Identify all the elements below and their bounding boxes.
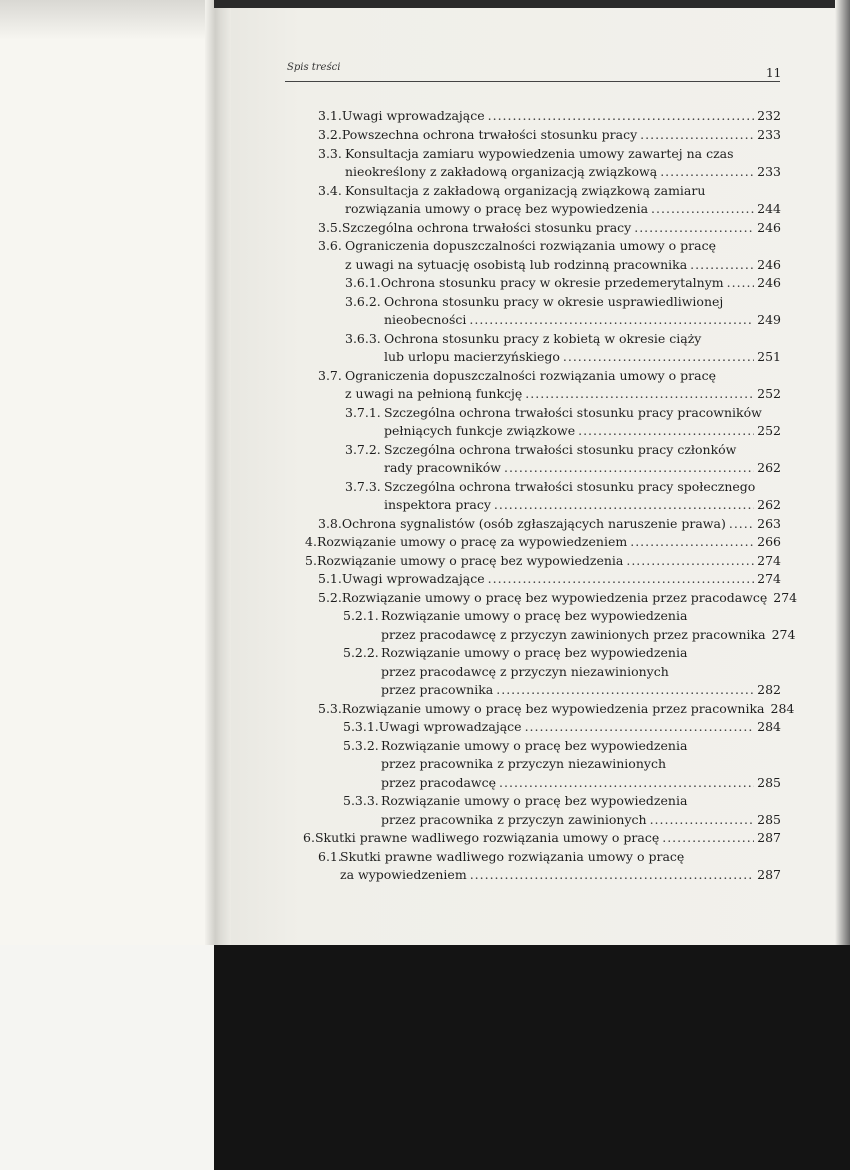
toc-leader-dots (494, 496, 754, 514)
toc-entry-number: 3.7. (318, 368, 342, 383)
toc-entry-title: Rozwiązanie umowy o pracę bez wypowiedzenia (381, 793, 688, 808)
toc-entry (381, 811, 781, 829)
toc-entry-title: Szczególna ochrona trwałości stosunku pracy społecznego (384, 479, 756, 494)
toc-leader-dots (640, 126, 754, 144)
toc-entry-page: 246 (757, 220, 781, 235)
toc-entry-number: 5.2.2. (343, 645, 379, 660)
toc-entry-page: 285 (757, 812, 781, 827)
toc-entry-title: z uwagi na sytuację osobistą lub rodzinną pracownika (345, 257, 688, 272)
toc-entry-page: 252 (757, 423, 781, 438)
page-number: 11 (766, 66, 782, 80)
toc-entry (345, 385, 781, 403)
toc-entry-number: 3.5. (318, 220, 342, 235)
toc-entry (381, 663, 781, 681)
toc-entry-page: 263 (757, 516, 781, 531)
toc-entry (318, 126, 781, 144)
toc-entry-title: nieobecności (384, 312, 467, 327)
toc-entry-number: 6.1. (318, 849, 342, 864)
toc-entry-page: 284 (757, 719, 781, 734)
toc-entry-title: Rozwiązanie umowy o pracę bez wypowiedzenia (381, 738, 688, 753)
toc-entry-page: 233 (757, 164, 781, 179)
toc-entry-page: 274 (773, 590, 798, 605)
toc-entry-number: 5.2. (318, 590, 342, 605)
toc-entry (305, 533, 781, 551)
toc-entry-title: Szczególna ochrona trwałości stosunku pracy pracowników (384, 405, 762, 420)
toc-entry-number: 5.3.3. (343, 793, 379, 808)
toc-entry (384, 311, 781, 329)
toc-entry (343, 607, 781, 625)
toc-entry (318, 570, 781, 588)
toc-leader-dots (470, 866, 754, 884)
toc-entry-title: Ograniczenia dopuszczalności rozwiązania umowy o pracę (345, 238, 717, 253)
toc-leader-dots (651, 200, 754, 218)
toc-entry (318, 367, 781, 385)
toc-entry (345, 200, 781, 218)
toc-entry-title: Szczególna ochrona trwałości stosunku pracy (341, 220, 632, 235)
toc-entry (303, 829, 781, 847)
toc-entry (345, 441, 781, 459)
toc-leader-dots (662, 829, 754, 847)
toc-leader-dots (650, 811, 755, 829)
toc-entry (343, 644, 781, 662)
toc-entry-page: 244 (757, 201, 781, 216)
toc-entry-number: 5.3.1. (343, 719, 379, 734)
toc-entry-number: 3.6.1. (345, 275, 381, 290)
toc-entry-number: 5.1. (318, 571, 342, 586)
toc-entry (384, 348, 781, 366)
toc-leader-dots (729, 515, 754, 533)
toc-entry (384, 422, 781, 440)
toc-entry-title: przez pracownika z przyczyn zawinionych (381, 812, 647, 827)
toc-entry-number: 3.8. (318, 516, 342, 531)
toc-entry-page: 262 (757, 497, 781, 512)
toc-entry-number: 5.3. (318, 701, 342, 716)
toc-entry-number: 3.3. (318, 146, 342, 161)
toc-entry-title: przez pracodawcę z przyczyn zawinionych przez pracownika (381, 627, 766, 642)
toc-entry (345, 293, 781, 311)
toc-entry-title: lub urlopu macierzyńskiego (384, 349, 560, 364)
toc-entry-number: 3.7.3. (345, 479, 381, 494)
toc-leader-dots (525, 385, 754, 403)
toc-leader-dots (496, 681, 754, 699)
toc-entry-number: 3.6. (318, 238, 342, 253)
toc-entry-title: Rozwiązanie umowy o pracę bez wypowiedzenia (381, 645, 688, 660)
toc-entry-title: Ochrona stosunku pracy z kobietą w okresie ciąży (384, 331, 702, 346)
toc-entry (318, 848, 781, 866)
toc-entry (318, 107, 781, 125)
toc-entry-page: 252 (757, 386, 781, 401)
toc-entry-page: 266 (757, 534, 781, 549)
toc-entry-title: Rozwiązanie umowy o pracę za wypowiedzeniem (316, 534, 628, 549)
toc-entry-page: 287 (757, 867, 781, 882)
toc-entry-title: Rozwiązanie umowy o pracę bez wypowiedzenia (381, 608, 688, 623)
toc-entry-title: Rozwiązanie umowy o pracę bez wypowiedzenia (316, 553, 624, 568)
toc-entry (343, 718, 781, 736)
toc-entry-page: 251 (757, 349, 781, 364)
scanner-bottom-left (0, 945, 214, 1170)
toc-entry-page: 274 (771, 627, 796, 642)
toc-leader-dots (488, 570, 755, 588)
toc-entry (318, 515, 781, 533)
toc-entry-title: rady pracowników (384, 460, 501, 475)
toc-entry-page: 262 (757, 460, 781, 475)
toc-entry-number: 3.4. (318, 183, 342, 198)
toc-entry-title: Konsultacja zamiaru wypowiedzenia umowy zawartej na czas (345, 146, 734, 161)
toc-leader-dots (488, 107, 755, 125)
toc-entry-title: Szczególna ochrona trwałości stosunku pracy członków (384, 442, 737, 457)
toc-entry-number: 3.1. (318, 108, 342, 123)
running-head: Spis treści (287, 62, 341, 73)
toc-entry (343, 792, 781, 810)
toc-entry-page: 246 (757, 257, 781, 272)
toc-entry (318, 589, 798, 607)
toc-leader-dots (626, 552, 754, 570)
toc-entry-title: Ochrona stosunku pracy w okresie przedemerytalnym (380, 275, 724, 290)
toc-entry-page: 249 (757, 312, 781, 327)
toc-leader-dots (690, 256, 754, 274)
toc-entry-number: 5.2.1. (343, 608, 379, 623)
toc-entry (345, 478, 781, 496)
toc-entry (381, 626, 796, 644)
toc-leader-dots (660, 163, 754, 181)
toc-entry-page: 233 (757, 127, 781, 142)
toc-entry-page: 274 (757, 553, 781, 568)
toc-entry-number: 6. (303, 830, 315, 845)
toc-entry-title: przez pracodawcę z przyczyn niezawinionych (381, 664, 669, 679)
toc-leader-dots (469, 311, 754, 329)
toc-entry-title: Uwagi wprowadzające (341, 571, 485, 586)
toc-entry-number: 5. (305, 553, 317, 568)
toc-entry-title: Ochrona sygnalistów (osób zgłaszających naruszenie prawa) (341, 516, 726, 531)
toc-entry-title: Skutki prawne wadliwego rozwiązania umowy o pracę (340, 849, 685, 864)
toc-entry (318, 182, 781, 200)
toc-entry (318, 219, 781, 237)
toc-entry-title: rozwiązania umowy o pracę bez wypowiedzenia (345, 201, 649, 216)
toc-entry (381, 755, 781, 773)
toc-entry-number: 3.7.2. (345, 442, 381, 457)
toc-entry (340, 866, 781, 884)
toc-entry-page: 246 (757, 275, 781, 290)
toc-leader-dots (499, 774, 754, 792)
toc-entry-title: przez pracownika z przyczyn niezawinionych (381, 756, 666, 771)
toc-entry-page: 274 (757, 571, 781, 586)
toc-entry-page: 284 (770, 701, 795, 716)
toc-entry-title: przez pracownika (381, 682, 494, 697)
toc-entry (318, 237, 781, 255)
toc-leader-dots (578, 422, 754, 440)
toc-entry-number: 3.7.1. (345, 405, 381, 420)
toc-entry (318, 700, 795, 718)
toc-entry-title: Skutki prawne wadliwego rozwiązania umowy o pracę (314, 830, 660, 845)
toc-leader-dots (563, 348, 754, 366)
toc-entry-title: Ograniczenia dopuszczalności rozwiązania umowy o pracę (345, 368, 717, 383)
toc-entry-page: 282 (757, 682, 781, 697)
toc-entry-title: Uwagi wprowadzające (378, 719, 522, 734)
toc-entry-title: z uwagi na pełnioną funkcję (345, 386, 523, 401)
toc-leader-dots (504, 459, 754, 477)
toc-entry (345, 330, 781, 348)
toc-leader-dots (634, 219, 754, 237)
toc-entry (381, 774, 781, 792)
toc-entry-title: Uwagi wprowadzające (341, 108, 485, 123)
toc-entry-title: Rozwiązanie umowy o pracę bez wypowiedzenia przez pracownika (341, 701, 765, 716)
toc-entry (345, 404, 781, 422)
toc-leader-dots (630, 533, 754, 551)
toc-entry-number: 3.2. (318, 127, 342, 142)
toc-entry (384, 496, 781, 514)
toc-entry-page: 232 (757, 108, 781, 123)
toc-entry (343, 737, 781, 755)
toc-entry-title: pełniących funkcje związkowe (384, 423, 576, 438)
toc-entry-page: 287 (757, 830, 781, 845)
toc-entry (345, 256, 781, 274)
toc-entry-title: za wypowiedzeniem (340, 867, 467, 882)
toc-entry-title: Ochrona stosunku pracy w okresie usprawiedliwionej (384, 294, 724, 309)
toc-entry-title: Konsultacja z zakładową organizacją związkową zamiaru (345, 183, 706, 198)
toc-entry (345, 163, 781, 181)
toc-entry-page: 285 (757, 775, 781, 790)
toc-entry-number: 3.6.3. (345, 331, 381, 346)
toc-entry-title: inspektora pracy (384, 497, 491, 512)
toc-entry-title: Powszechna ochrona trwałości stosunku pracy (341, 127, 638, 142)
toc-entry (381, 681, 781, 699)
toc-entry (305, 552, 781, 570)
toc-entry-number: 3.6.2. (345, 294, 381, 309)
toc-entry (345, 274, 781, 292)
toc-entry-title: nieokreślony z zakładową organizacją związkową (345, 164, 658, 179)
toc-leader-dots (727, 274, 755, 292)
toc-leader-dots (525, 718, 755, 736)
toc-entry (384, 459, 781, 477)
toc-entry-number: 4. (305, 534, 317, 549)
toc-entry (318, 145, 781, 163)
toc-entry-title: przez pracodawcę (381, 775, 497, 790)
toc-entry-number: 5.3.2. (343, 738, 379, 753)
toc-entry-title: Rozwiązanie umowy o pracę bez wypowiedzenia przez pracodawcę (341, 590, 768, 605)
